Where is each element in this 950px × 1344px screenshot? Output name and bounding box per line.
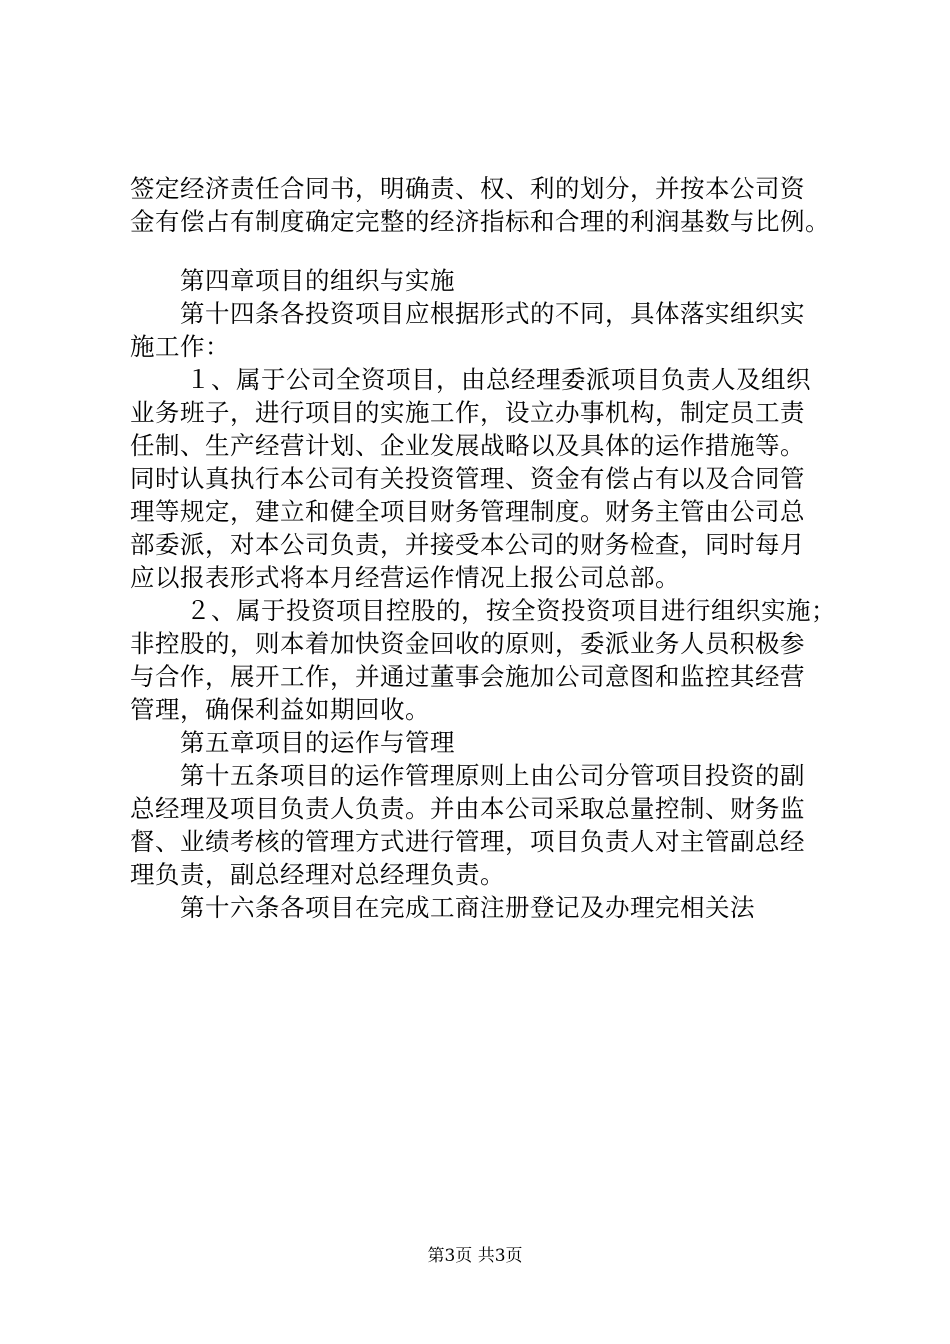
body-text-line: 签定经济责任合同书，明确责、权、利的划分，并按本公司资 bbox=[130, 174, 805, 203]
body-text-line: 总经理及项目负责人负责。并由本公司采取总量控制、财务监 bbox=[130, 794, 805, 823]
body-text-line: 与合作，展开工作，并通过董事会施加公司意图和监控其经营 bbox=[130, 662, 805, 691]
body-text-line: 任制、生产经营计划、企业发展战略以及具体的运作措施等。 bbox=[130, 431, 805, 460]
page-number-footer: 第3页 共3页 bbox=[427, 1246, 523, 1266]
body-text-line: 部委派，对本公司负责，并接受本公司的财务检查，同时每月 bbox=[130, 530, 805, 559]
body-text-line: 管理，确保利益如期回收。 bbox=[130, 695, 430, 724]
body-text-line: 应以报表形式将本月经营运作情况上报公司总部。 bbox=[130, 563, 680, 592]
article-text-line: 第十四条各投资项目应根据形式的不同，具体落实组织实 bbox=[180, 299, 805, 328]
body-text-line: 同时认真执行本公司有关投资管理、资金有偿占有以及合同管 bbox=[130, 464, 805, 493]
body-text-line: 非控股的，则本着加快资金回收的原则，委派业务人员积极参 bbox=[130, 629, 805, 658]
body-text-line: 施工作： bbox=[130, 332, 230, 361]
body-text-line: 理负责，副总经理对总经理负责。 bbox=[130, 860, 505, 889]
body-text-line: 业务班子，进行项目的实施工作，设立办事机构，制定员工责 bbox=[130, 398, 805, 427]
chapter-heading: 第四章项目的组织与实施 bbox=[180, 266, 455, 295]
body-text-line: 督、业绩考核的管理方式进行管理，项目负责人对主管副总经 bbox=[130, 827, 805, 856]
list-item-text-line: ２、属于投资项目控股的，按全资投资项目进行组织实施； bbox=[186, 596, 836, 625]
body-text-line: 金有偿占有制度确定完整的经济指标和合理的利润基数与比例。 bbox=[130, 207, 830, 236]
body-text-line: 理等规定，建立和健全项目财务管理制度。财务主管由公司总 bbox=[130, 497, 805, 526]
article-text-line: 第十五条项目的运作管理原则上由公司分管项目投资的副 bbox=[180, 761, 805, 790]
chapter-heading: 第五章项目的运作与管理 bbox=[180, 728, 455, 757]
article-text-line: 第十六条各项目在完成工商注册登记及办理完相关法 bbox=[180, 893, 755, 922]
list-item-text-line: １、属于公司全资项目，由总经理委派项目负责人及组织 bbox=[186, 365, 811, 394]
